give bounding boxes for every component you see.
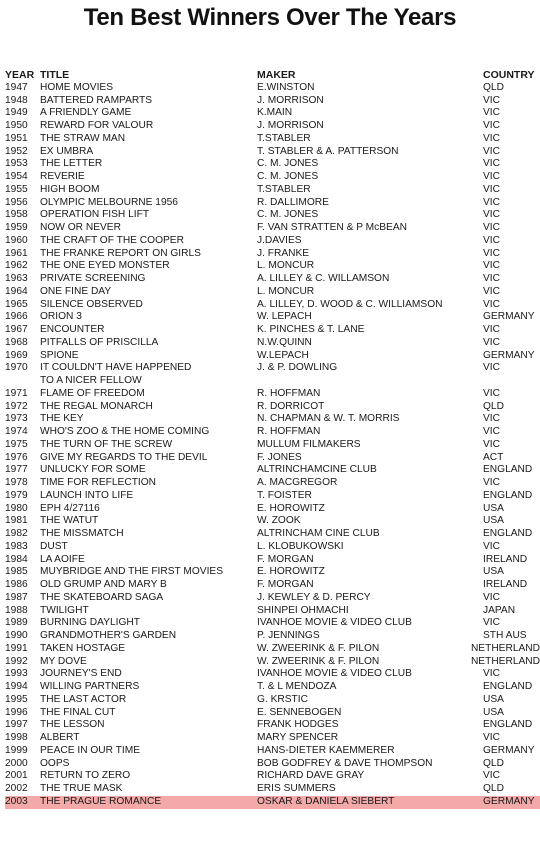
year-cell: 1950 (5, 120, 28, 131)
table-row (5, 222, 540, 235)
country-cell: JAPAN (483, 604, 516, 616)
title-cell: A FRIENDLY GAME (40, 107, 132, 119)
table-row (5, 477, 540, 490)
year-cell: 1993 (5, 668, 28, 680)
table-row (5, 605, 540, 618)
maker-cell: E. SENNEBOGEN (257, 706, 342, 718)
table-row (5, 643, 540, 656)
maker-cell: L. MONCUR (257, 260, 315, 272)
title-cell: IT COULDN'T HAVE HAPPENED (40, 362, 192, 374)
maker-cell: T.STABLER (257, 183, 311, 195)
country-cell: VIC (483, 336, 500, 348)
year-cell: 1992 (5, 655, 28, 667)
winners-table (5, 69, 540, 809)
country-cell: ENGLAND (483, 528, 533, 539)
maker-cell: E. HOROWITZ (257, 502, 325, 514)
table-row (5, 668, 540, 681)
title-cell: OLD GRUMP AND MARY B (40, 579, 167, 590)
year-cell: 1972 (5, 400, 28, 412)
title-cell: THE CRAFT OF THE COOPER (40, 234, 184, 246)
table-row (5, 350, 540, 363)
table-row (5, 617, 540, 630)
year-cell: 1961 (5, 247, 28, 259)
title-cell: EPH 4/27116 (40, 502, 100, 514)
year-cell: 1995 (5, 693, 28, 705)
year-column-header: YEAR (5, 69, 35, 81)
title-cell: FLAME OF FREEDOM (40, 387, 145, 399)
title-cell: OPERATION FISH LIFT (40, 209, 150, 221)
table-row (5, 146, 540, 159)
country-cell: VIC (483, 298, 500, 310)
title-cell: PRIVATE SCREENING (40, 273, 146, 284)
country-cell: GERMANY (483, 311, 535, 323)
year-cell: 1985 (5, 566, 28, 578)
title-cell: MUYBRIDGE AND THE FIRST MOVIES (40, 566, 224, 578)
maker-cell: C. M. JONES (257, 209, 319, 221)
maker-cell: T. & L MENDOZA (257, 681, 337, 692)
year-cell: 1967 (5, 324, 28, 335)
table-row (5, 299, 540, 312)
title-cell: ENCOUNTER (40, 324, 105, 335)
country-cell: VIC (483, 285, 500, 297)
year-cell: 1976 (5, 451, 28, 463)
country-cell: QLD (483, 757, 504, 769)
title-cell: EX UMBRA (40, 145, 94, 157)
country-cell: VIC (483, 617, 500, 629)
maker-cell: MULLUM FILMAKERS (257, 438, 361, 450)
table-row (5, 286, 540, 299)
year-cell: 1947 (5, 81, 28, 93)
table-row (5, 133, 540, 146)
maker-cell: T.STABLER (257, 132, 311, 144)
maker-cell: L. KLOBUKOWSKI (257, 540, 344, 552)
table-row (5, 197, 540, 210)
year-cell: 1977 (5, 464, 28, 476)
table-row (5, 554, 540, 567)
country-cell: VIC (483, 222, 500, 233)
year-cell: 2001 (5, 770, 28, 782)
year-cell: 1966 (5, 311, 28, 323)
maker-cell: N.W.QUINN (257, 336, 312, 348)
maker-cell: P. JENNINGS (257, 630, 320, 641)
year-cell: 1990 (5, 630, 28, 641)
title-cell: THE FRANKE REPORT ON GIRLS (40, 247, 201, 259)
country-cell: VIC (483, 158, 500, 170)
table-row (5, 464, 540, 477)
year-cell: 1982 (5, 528, 28, 539)
country-cell: VIC (483, 234, 500, 246)
title-cell: THE FINAL CUT (40, 706, 116, 718)
table-row (5, 541, 540, 554)
year-cell: 1986 (5, 579, 28, 590)
year-cell: 1956 (5, 196, 28, 208)
country-cell: VIC (483, 413, 500, 425)
table-row (5, 248, 540, 261)
title-cell: HIGH BOOM (40, 183, 100, 195)
maker-cell: W. ZWEERINK & F. PILON (257, 655, 380, 667)
country-cell: VIC (483, 120, 500, 131)
country-cell: NETHERLAND (470, 642, 540, 654)
table-body (5, 82, 540, 809)
maker-cell: L. MONCUR (257, 285, 315, 297)
table-row (5, 592, 540, 605)
year-cell: 1988 (5, 604, 28, 616)
country-column-header: COUNTRY (483, 69, 535, 81)
title-cell: THE LESSON (40, 719, 105, 731)
year-cell: 1987 (5, 591, 28, 603)
title-cell: ALBERT (40, 732, 80, 743)
table-row (5, 184, 540, 197)
title-cell: WILLING PARTNERS (40, 681, 140, 692)
title-cell: REWARD FOR VALOUR (40, 120, 154, 131)
country-cell: VIC (483, 426, 500, 437)
title-cell: THE ONE EYED MONSTER (40, 260, 170, 272)
title-cell: GRANDMOTHER'S GARDEN (40, 630, 177, 641)
country-cell: VIC (483, 668, 500, 680)
table-row (5, 324, 540, 337)
country-cell: VIC (483, 732, 500, 743)
maker-cell: A. LILLEY & C. WILLAMSON (257, 273, 390, 284)
country-cell: VIC (483, 183, 500, 195)
title-cell: LA AOIFE (40, 553, 85, 565)
country-cell: VIC (483, 273, 500, 284)
title-cell: THE REGAL MONARCH (40, 400, 153, 412)
year-cell: 1980 (5, 502, 28, 514)
year-cell: 1983 (5, 540, 28, 552)
year-cell: 1952 (5, 145, 28, 157)
country-cell: VIC (483, 260, 500, 272)
title-cell: TWILIGHT (40, 604, 89, 616)
title-cell: TO A NICER FELLOW (40, 375, 142, 386)
table-row (5, 209, 540, 222)
maker-cell: A. MACGREGOR (257, 477, 338, 488)
title-cell: PITFALLS OF PRISCILLA (40, 336, 159, 348)
table-row (5, 413, 540, 426)
title-cell: UNLUCKY FOR SOME (40, 464, 146, 476)
maker-cell: W.LEPACH (257, 349, 309, 361)
year-cell: 1965 (5, 298, 28, 310)
maker-cell: T. STABLER & A. PATTERSON (257, 145, 399, 157)
title-cell: NOW OR NEVER (40, 222, 121, 233)
table-row (5, 528, 540, 541)
title-cell: OLYMPIC MELBOURNE 1956 (40, 196, 178, 208)
year-cell: 1953 (5, 158, 28, 170)
maker-cell: SHINPEI OHMACHI (257, 604, 349, 616)
title-cell: THE PRAGUE ROMANCE (40, 795, 162, 807)
title-cell: MY DOVE (40, 655, 87, 667)
country-cell: QLD (483, 400, 504, 412)
country-cell: VIC (483, 209, 500, 221)
maker-cell: W. LEPACH (257, 311, 312, 323)
country-cell: USA (483, 693, 504, 705)
table-row (5, 120, 540, 133)
maker-cell: F. MORGAN (257, 553, 314, 565)
country-cell: ENGLAND (483, 464, 533, 476)
table-row (5, 732, 540, 745)
year-cell: 1960 (5, 234, 28, 246)
year-cell: 1999 (5, 744, 28, 756)
country-cell: VIC (483, 438, 500, 450)
year-cell: 1991 (5, 642, 28, 654)
maker-cell: F. VAN STRATTEN & P McBEAN (257, 222, 408, 233)
title-cell: OOPS (40, 757, 70, 769)
maker-cell: G. KRSTIC (257, 693, 308, 705)
maker-cell: F. MORGAN (257, 579, 314, 590)
year-cell: 1994 (5, 681, 28, 692)
year-cell: 1981 (5, 515, 28, 527)
table-row (5, 745, 540, 758)
title-cell: ORION 3 (40, 311, 82, 323)
country-cell: IRELAND (483, 579, 528, 590)
country-cell: QLD (483, 81, 504, 93)
year-cell: 1978 (5, 477, 28, 488)
maker-cell: E.WINSTON (257, 81, 315, 93)
year-cell: 1989 (5, 617, 28, 629)
country-cell: NETHERLAND (470, 655, 540, 667)
year-cell: 1951 (5, 132, 28, 144)
title-cell: BATTERED RAMPARTS (40, 94, 153, 106)
maker-cell: OSKAR & DANIELA SIEBERT (257, 795, 395, 807)
table-row (5, 107, 540, 120)
title-cell: DUST (40, 540, 68, 552)
title-cell: SPIONE (40, 349, 79, 361)
table-row (5, 783, 540, 796)
table-row (5, 630, 540, 643)
maker-cell: W. ZOOK (257, 515, 301, 527)
table-row (5, 95, 540, 108)
maker-cell: F. JONES (257, 451, 302, 463)
title-cell: TIME FOR REFLECTION (40, 477, 157, 488)
country-cell: USA (483, 502, 504, 514)
table-row (5, 503, 540, 516)
table-header (5, 69, 540, 82)
country-cell: STH AUS (483, 630, 527, 641)
title-cell: LAUNCH INTO LIFE (40, 489, 134, 501)
table-row (5, 719, 540, 732)
maker-cell: FRANK HODGES (257, 719, 339, 731)
title-cell: THE TRUE MASK (40, 783, 123, 794)
table-row (5, 579, 540, 592)
title-cell: WHO'S ZOO & THE HOME COMING (40, 426, 210, 437)
table-row (5, 375, 540, 388)
country-cell: ENGLAND (483, 719, 533, 731)
maker-cell: C. M. JONES (257, 171, 319, 182)
year-cell: 2003 (5, 795, 28, 807)
table-row (5, 337, 540, 350)
country-cell: GERMANY (483, 795, 535, 807)
title-column-header: TITLE (40, 69, 70, 81)
maker-cell: HANS-DIETER KAEMMERER (257, 744, 395, 756)
country-cell: VIC (483, 94, 500, 106)
maker-cell: J. FRANKE (257, 247, 310, 259)
maker-cell: K. PINCHES & T. LANE (257, 324, 365, 335)
maker-cell: IVANHOE MOVIE & VIDEO CLUB (257, 668, 412, 680)
year-cell: 1969 (5, 349, 28, 361)
table-row (5, 439, 540, 452)
country-cell: GERMANY (483, 349, 535, 361)
year-cell: 2002 (5, 783, 28, 794)
title-cell: THE MISSMATCH (40, 528, 124, 539)
year-cell: 1979 (5, 489, 28, 501)
year-cell: 1996 (5, 706, 28, 718)
country-cell: GERMANY (483, 744, 535, 756)
table-row (5, 158, 540, 171)
country-cell: VIC (483, 362, 500, 374)
title-cell: THE LAST ACTOR (40, 693, 127, 705)
maker-cell: J. & P. DOWLING (257, 362, 338, 374)
table-row (5, 311, 540, 324)
title-cell: THE LETTER (40, 158, 103, 170)
table-row (5, 260, 540, 273)
title-cell: THE WATUT (40, 515, 99, 527)
table-row (5, 235, 540, 248)
year-cell: 1964 (5, 285, 28, 297)
title-cell: THE KEY (40, 413, 84, 425)
maker-cell: BOB GODFREY & DAVE THOMPSON (257, 757, 433, 769)
table-row-highlighted (5, 796, 540, 809)
maker-cell: ERIS SUMMERS (257, 783, 336, 794)
maker-cell: R. HOFFMAN (257, 426, 321, 437)
table-row (5, 656, 540, 669)
maker-cell: J. MORRISON (257, 120, 324, 131)
country-cell: VIC (483, 324, 500, 335)
table-row (5, 681, 540, 694)
country-cell: VIC (483, 540, 500, 552)
year-cell: 1984 (5, 553, 28, 565)
year-cell: 1974 (5, 426, 28, 437)
title-cell: HOME MOVIES (40, 81, 114, 93)
title-cell: REVERIE (40, 171, 85, 182)
year-cell: 1958 (5, 209, 28, 221)
page-title: Ten Best Winners Over The Years (83, 4, 457, 31)
title-cell: TAKEN HOSTAGE (40, 642, 126, 654)
title-cell: THE TURN OF THE SCREW (40, 438, 173, 450)
maker-cell: ALTRINCHAMCINE CLUB (257, 464, 377, 476)
table-row (5, 388, 540, 401)
year-cell: 1949 (5, 107, 28, 119)
year-cell: 2000 (5, 757, 28, 769)
country-cell: VIC (483, 387, 500, 399)
maker-cell: W. ZWEERINK & F. PILON (257, 642, 380, 654)
table-row (5, 758, 540, 771)
maker-cell: ALTRINCHAM CINE CLUB (257, 528, 380, 539)
title-cell: PEACE IN OUR TIME (40, 744, 141, 756)
table-row (5, 273, 540, 286)
country-cell: VIC (483, 591, 500, 603)
table-row (5, 171, 540, 184)
table-row (5, 566, 540, 579)
maker-cell: J. MORRISON (257, 94, 324, 106)
year-cell: 1975 (5, 438, 28, 450)
country-cell: VIC (483, 477, 500, 488)
table-row (5, 362, 540, 375)
country-cell: VIC (483, 247, 500, 259)
maker-cell: R. DALLIMORE (257, 196, 329, 208)
table-row (5, 515, 540, 528)
country-cell: IRELAND (483, 553, 528, 565)
title-cell: SILENCE OBSERVED (40, 298, 143, 310)
year-cell: 1948 (5, 94, 28, 106)
maker-cell: T. FOISTER (257, 489, 312, 501)
country-cell: VIC (483, 171, 500, 182)
country-cell: VIC (483, 145, 500, 157)
country-cell: USA (483, 566, 504, 578)
country-cell: VIC (483, 132, 500, 144)
maker-cell: J.DAVIES (257, 234, 302, 246)
country-cell: QLD (483, 783, 504, 794)
year-cell: 1962 (5, 260, 28, 272)
title-cell: GIVE MY REGARDS TO THE DEVIL (40, 451, 208, 463)
maker-cell: E. HOROWITZ (257, 566, 325, 578)
year-cell: 1997 (5, 719, 28, 731)
year-cell: 1971 (5, 387, 28, 399)
year-cell: 1963 (5, 273, 28, 284)
maker-cell: RICHARD DAVE GRAY (257, 770, 365, 782)
table-row (5, 452, 540, 465)
year-cell: 1959 (5, 222, 28, 233)
year-cell: 1998 (5, 732, 28, 743)
year-cell: 1973 (5, 413, 28, 425)
maker-cell: K.MAIN (257, 107, 293, 119)
maker-cell: R. HOFFMAN (257, 387, 321, 399)
maker-cell: J. KEWLEY & D. PERCY (257, 591, 371, 603)
table-row (5, 82, 540, 95)
country-cell: VIC (483, 770, 500, 782)
maker-cell: N. CHAPMAN & W. T. MORRIS (257, 413, 400, 425)
maker-cell: IVANHOE MOVIE & VIDEO CLUB (257, 617, 412, 629)
country-cell: ENGLAND (483, 681, 533, 692)
country-cell: ENGLAND (483, 489, 533, 501)
title-cell: BURNING DAYLIGHT (40, 617, 140, 629)
maker-cell: C. M. JONES (257, 158, 319, 170)
title-cell: THE STRAW MAN (40, 132, 126, 144)
table-row (5, 707, 540, 720)
title-cell: ONE FINE DAY (40, 285, 112, 297)
year-cell: 1968 (5, 336, 28, 348)
maker-column-header: MAKER (257, 69, 296, 81)
year-cell: 1955 (5, 183, 28, 195)
year-cell: 1970 (5, 362, 28, 374)
table-row (5, 401, 540, 414)
country-cell: VIC (483, 196, 500, 208)
title-cell: JOURNEY'S END (40, 668, 122, 680)
table-row (5, 694, 540, 707)
country-cell: USA (483, 706, 504, 718)
table-row (5, 770, 540, 783)
maker-cell: R. DORRICOT (257, 400, 325, 412)
maker-cell: MARY SPENCER (257, 732, 339, 743)
table-row (5, 490, 540, 503)
table-row (5, 426, 540, 439)
year-cell: 1954 (5, 171, 28, 182)
country-cell: ACT (483, 451, 504, 463)
country-cell: USA (483, 515, 504, 527)
title-cell: RETURN TO ZERO (40, 770, 131, 782)
title-cell: THE SKATEBOARD SAGA (40, 591, 164, 603)
country-cell: VIC (483, 107, 500, 119)
maker-cell: A. LILLEY, D. WOOD & C. WILLIAMSON (257, 298, 443, 310)
